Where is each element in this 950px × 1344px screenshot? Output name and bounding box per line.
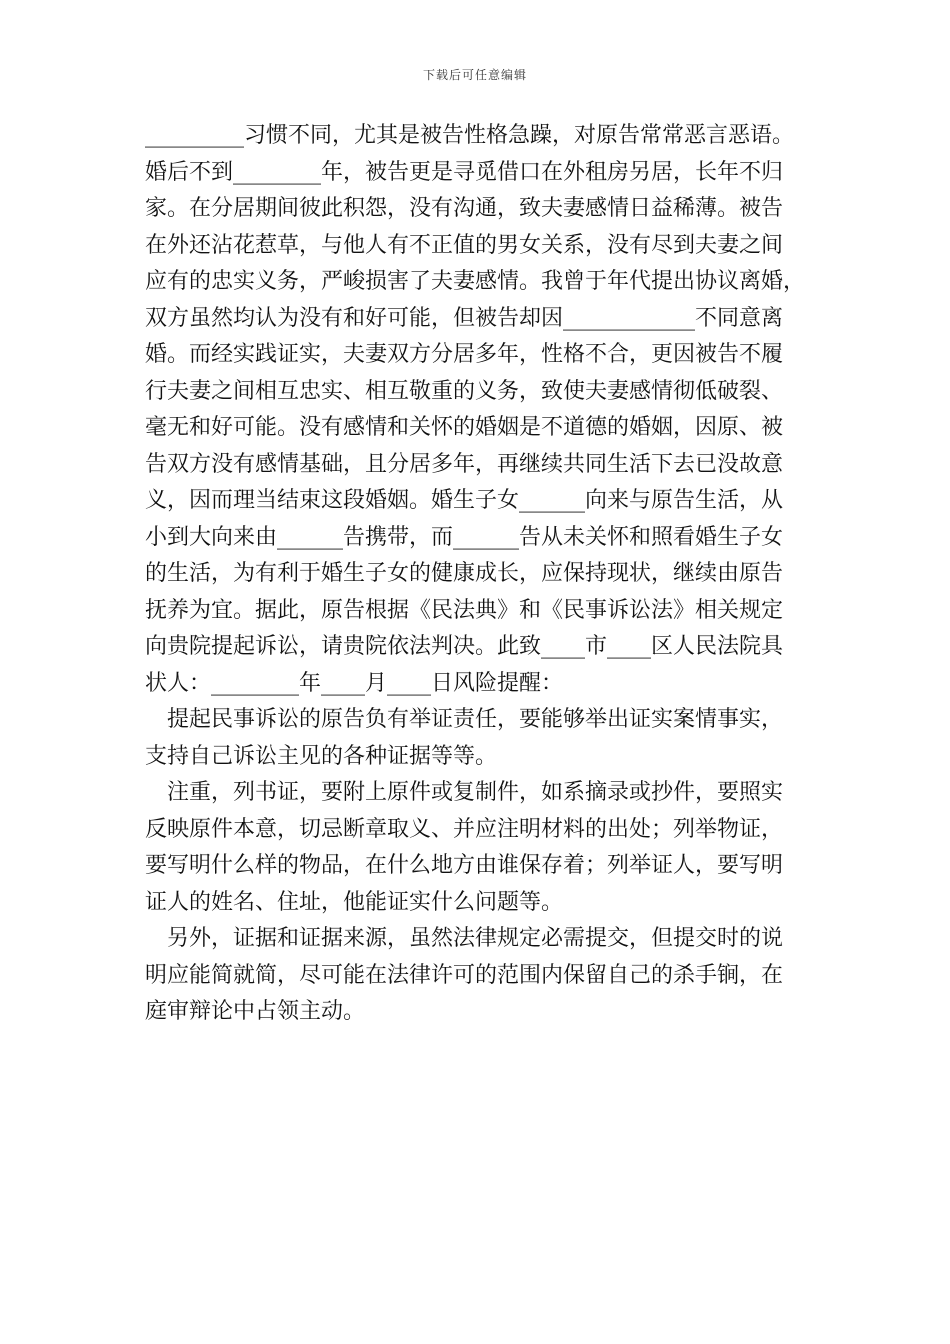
text-line: 向贵院提起诉讼，请贵院依法判决。此致____市____区人民法院具 (145, 634, 784, 659)
text-line: 婚。而经实践证实，夫妻双方分居多年，性格不合，更因被告不履 (145, 342, 784, 367)
text-line: 状人：________年____月____日风险提醒： (145, 670, 564, 696)
paragraph-4 (145, 921, 825, 1031)
text-line: 毫无和好可能。没有感情和关怀的婚姻是不道德的婚姻，因原、被 (145, 415, 784, 440)
text-line: _________习惯不同，尤其是被告性格急躁，对原告常常恶言恶语。 (145, 123, 795, 148)
text-line: 在外还沾花惹草，与他人有不正值的男女关系，没有尽到夫妻之间 (145, 232, 784, 258)
text-line: 义，因而理当结束这段婚姻。婚生子女______向来与原告生活，从 (145, 488, 784, 513)
text-line: 告双方没有感情基础，且分居多年，再继续共同生活下去已没故意 (145, 451, 784, 477)
text-line: 要写明什么样的物品，在什么地方由谁保存着；列举证人，要写明 (145, 853, 784, 878)
text-line: 明应能简就简，尽可能在法律许可的范围内保留自己的杀手锏，在 (145, 962, 784, 988)
text-line: 婚后不到________年，被告更是寻觅借口在外租房另居，长年不归 (145, 159, 784, 185)
text-line: 另外，证据和证据来源，虽然法律规定必需提交，但提交时的说 (167, 926, 784, 951)
text-line: 抚养为宜。据此，原告根据《民法典》和《民事诉讼法》相关规定 (145, 597, 784, 623)
header-note: 下载后可任意编辑 (422, 68, 527, 82)
text-line: 双方虽然均认为没有和好可能，但被告却因____________不同意离 (145, 305, 784, 331)
text-line: 反映原件本意，切忌断章取义、并应注明材料的出处；列举物证， (145, 816, 784, 842)
text-line: 庭审辩论中占领主动。 (145, 999, 366, 1024)
text-line: 行夫妻之间相互忠实、相互敬重的义务，致使夫妻感情彻低破裂、 (145, 378, 784, 404)
body-text (145, 118, 825, 1031)
text-line: 证人的姓名、住址，他能证实什么问题等。 (145, 889, 564, 915)
paragraph-2 (145, 702, 825, 775)
text-line: 的生活，为有利于婚生子女的健康成长，应保持现状，继续由原告 (145, 561, 784, 586)
text-line: 应有的忠实义务，严峻损害了夫妻感情。我曾于年代提出协议离婚， (145, 269, 806, 294)
paragraph-1 (145, 118, 825, 702)
text-line: 提起民事诉讼的原告负有举证责任，要能够举出证实案情事实， (167, 707, 784, 732)
text-line: 家。在分居期间彼此积怨，没有沟通，致夫妻感情日益稀薄。被告 (145, 196, 784, 221)
text-line: 小到大向来由______告携带，而______告从未关怀和照看婚生子女 (145, 524, 784, 550)
paragraph-3 (145, 775, 825, 921)
text-line: 支持自己诉讼主见的各种证据等等。 (145, 743, 498, 769)
text-line: 注重，列书证，要附上原件或复制件，如系摘录或抄件，要照实 (167, 780, 784, 805)
